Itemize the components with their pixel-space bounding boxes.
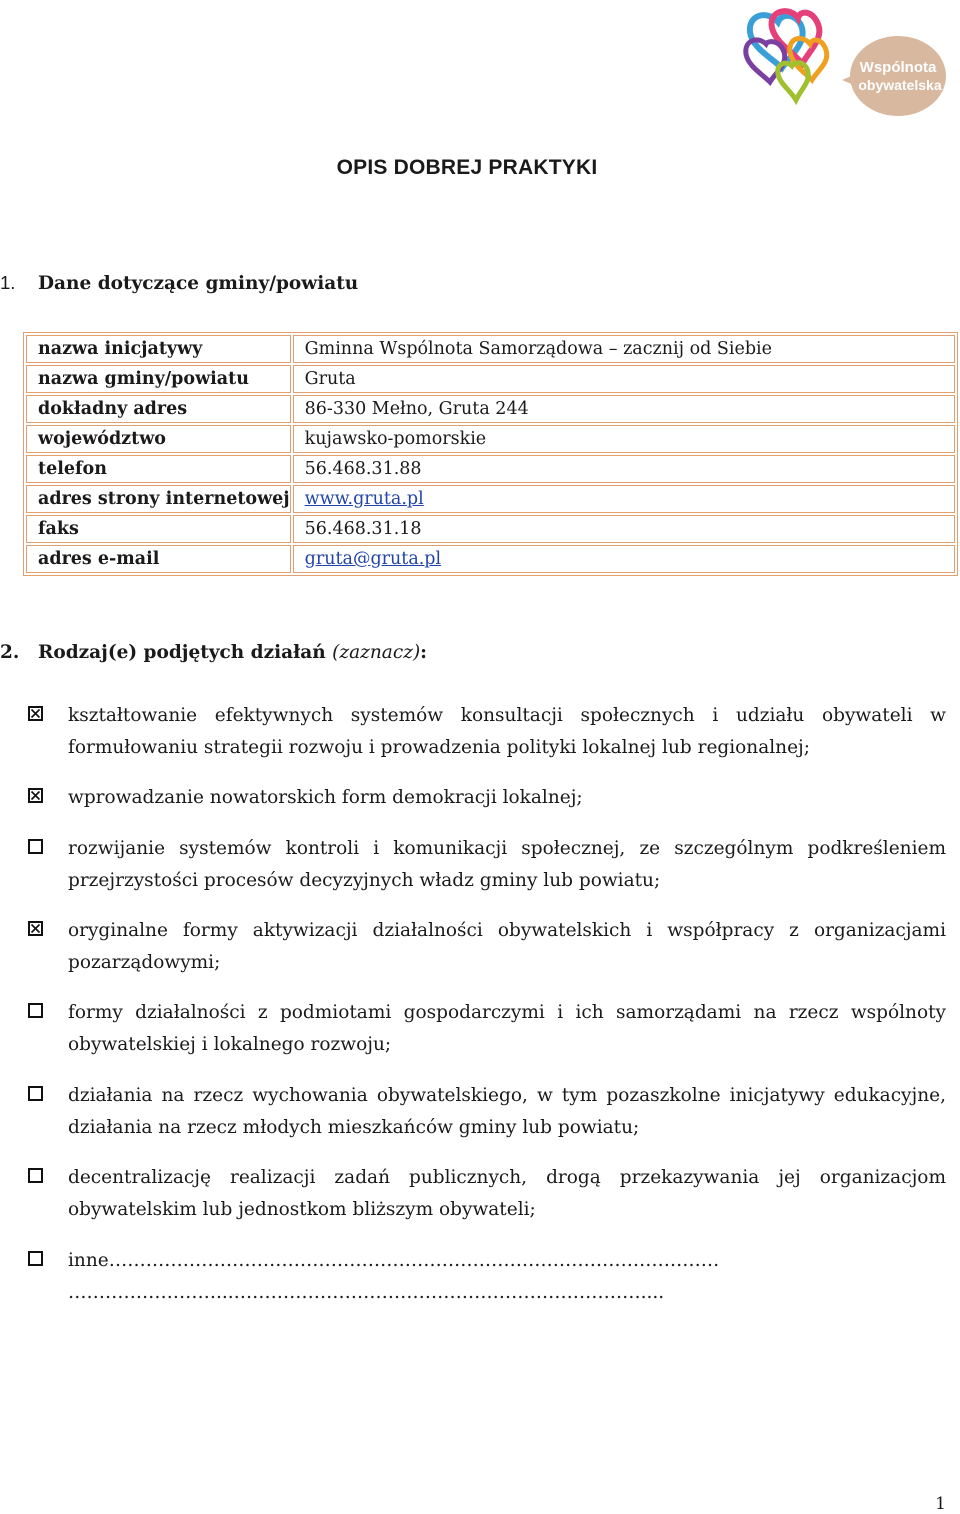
section-2-colon: :: [420, 642, 428, 663]
logo-text-line2: obywatelska: [858, 77, 942, 93]
info-link[interactable]: gruta@gruta.pl: [293, 545, 955, 573]
info-link[interactable]: www.gruta.pl: [293, 485, 955, 513]
logo-text-line1: Wspólnota: [859, 59, 937, 76]
info-row: [26, 425, 955, 453]
checked-checkbox[interactable]: [28, 921, 43, 936]
checked-checkbox[interactable]: [28, 788, 43, 803]
document-title: OPIS DOBREJ PRAKTYKI: [336, 156, 598, 179]
info-value: 56.468.31.88: [293, 455, 955, 483]
info-key: dokładny adres: [26, 395, 291, 423]
activity-option-text: inne……………………………………………………………………………………… ……………………...…………………………………………………………....: [68, 1250, 720, 1303]
info-row: [26, 455, 955, 483]
section-1-heading: [0, 272, 358, 294]
info-row: [26, 395, 955, 423]
activity-option-text: decentralizację realizacji zadań publicznych, drogą przekazywania jej organizacjom obywatelskim lub jednostkom bliższym obywateli;: [68, 1167, 946, 1220]
section-1-title: Dane dotyczące gminy/powiatu: [38, 273, 359, 294]
info-row: [26, 515, 955, 543]
info-value: kujawsko-pomorskie: [293, 425, 955, 453]
activity-option-text: działania na rzecz wychowania obywatelskiego, w tym pozaszkolne inicjatywy edukacyjne, działania na rzecz młodych mieszkańców gminy lub powiatu;: [68, 1085, 946, 1138]
cross-icon: [30, 790, 41, 801]
checked-checkbox[interactable]: [28, 706, 43, 721]
info-key: nazwa inicjatywy: [26, 335, 291, 363]
unchecked-checkbox[interactable]: [28, 1086, 43, 1101]
page-number: 1: [935, 1494, 946, 1514]
activity-option-text: oryginalne formy aktywizacji działalności obywatelskich i współpracy z organizacjami pozarządowymi;: [68, 920, 946, 973]
section-1-number: 1.: [0, 272, 16, 293]
activity-option-text: kształtowanie efektywnych systemów konsultacji społecznych i udziału obywateli w formułowaniu strategii rozwoju i prowadzenia polityki lokalnej lub regionalnej;: [68, 705, 946, 758]
info-row: [26, 365, 955, 393]
section-2-number: 2.: [0, 642, 20, 663]
unchecked-checkbox[interactable]: [28, 1168, 43, 1183]
info-key: nazwa gminy/powiatu: [26, 365, 291, 393]
activity-option-text: rozwijanie systemów kontroli i komunikacji społecznej, ze szczególnym podkreśleniem przejrzystości procesów decyzyjnych władz gminy lub powiatu;: [68, 838, 946, 891]
section-2-heading: [0, 642, 427, 663]
section-2-title: Rodzaj(e) podjętych działań: [38, 642, 326, 663]
unchecked-checkbox[interactable]: [28, 839, 43, 854]
activity-option-text: formy działalności z podmiotami gospodarczymi i ich samorządami na rzecz wspólnoty obywatelskiej i lokalnego rozwoju;: [68, 1002, 946, 1055]
info-key: adres strony internetowej: [26, 485, 291, 513]
municipality-info-table: [23, 332, 958, 576]
info-value: Gminna Wspólnota Samorządowa – zacznij od Siebie: [293, 335, 955, 363]
section-2-hint: (zaznacz): [332, 642, 421, 663]
info-key: telefon: [26, 455, 291, 483]
cross-icon: [30, 708, 41, 719]
wspolnota-obywatelska-logo: [738, 4, 950, 120]
info-key: województwo: [26, 425, 291, 453]
activity-option-text: wprowadzanie nowatorskich form demokracji lokalnej;: [68, 787, 583, 808]
info-row: [26, 545, 955, 573]
info-value: 56.468.31.18: [293, 515, 955, 543]
info-value: Gruta: [293, 365, 955, 393]
info-value: 86-330 Mełno, Gruta 244: [293, 395, 955, 423]
info-row: [26, 335, 955, 363]
cross-icon: [30, 923, 41, 934]
info-key: faks: [26, 515, 291, 543]
unchecked-checkbox[interactable]: [28, 1003, 43, 1018]
info-key: adres e-mail: [26, 545, 291, 573]
info-row: [26, 485, 955, 513]
unchecked-checkbox[interactable]: [28, 1251, 43, 1266]
